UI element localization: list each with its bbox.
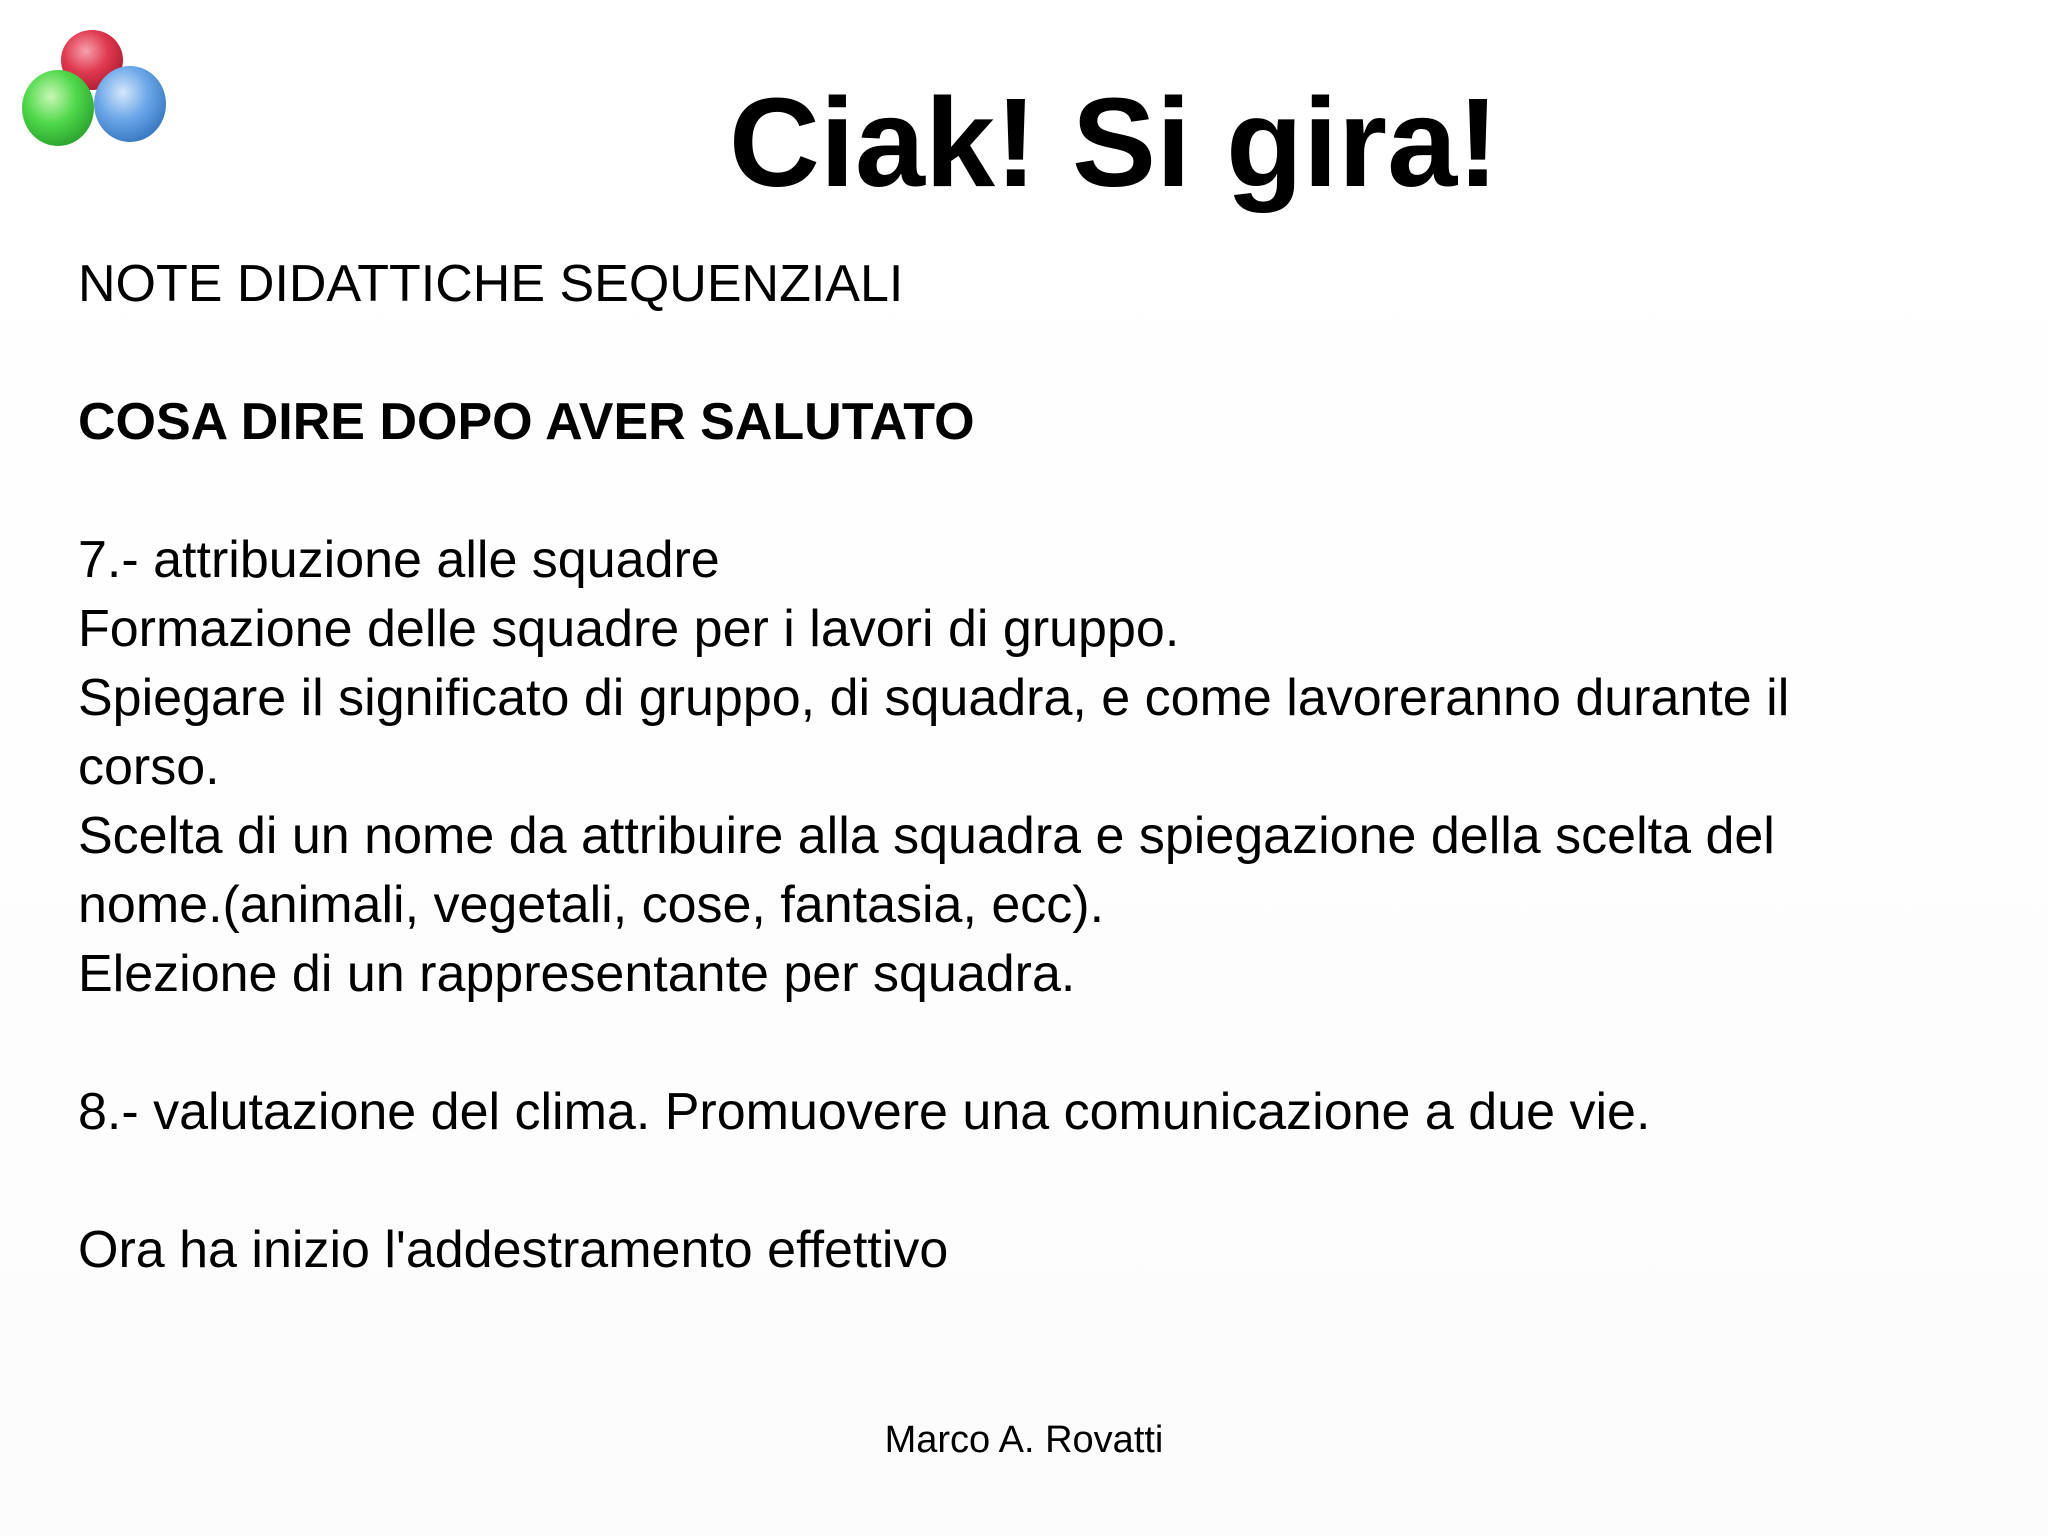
- spacer: [78, 457, 1998, 526]
- body-line: nome.(animali, vegetali, cose, fantasia, ecc).: [78, 876, 1105, 934]
- slide-title: Ciak! Si gira!: [728, 72, 1500, 213]
- item-7-heading: 7.- attribuzione alle squadre: [78, 531, 720, 589]
- item-8-line: 8.- valutazione del clima. Promuovere una comunicazione a due vie.: [78, 1083, 1651, 1141]
- slide-footer-author: Marco A. Rovatti: [884, 1419, 1164, 1461]
- body-line: Spiegare il significato di gruppo, di squadra, e come lavoreranno durante il: [78, 669, 1790, 727]
- body-line: Elezione di un rappresentante per squadra.: [78, 945, 1076, 1003]
- closing-line: Ora ha inizio l'addestramento effettivo: [78, 1221, 949, 1279]
- section-heading: NOTE DIDATTICHE SEQUENZIALI: [78, 255, 904, 313]
- body-line: Scelta di un nome da attribuire alla squadra e spiegazione della scelta del: [78, 807, 1775, 865]
- spacer: [78, 319, 1998, 388]
- spacer: [78, 1009, 1998, 1078]
- slide-body: [78, 250, 1998, 1285]
- body-line: corso.: [78, 738, 220, 796]
- body-line: Formazione delle squadre per i lavori di gruppo.: [78, 600, 1180, 658]
- subsection-heading: COSA DIRE DOPO AVER SALUTATO: [78, 393, 975, 451]
- spacer: [78, 1147, 1998, 1216]
